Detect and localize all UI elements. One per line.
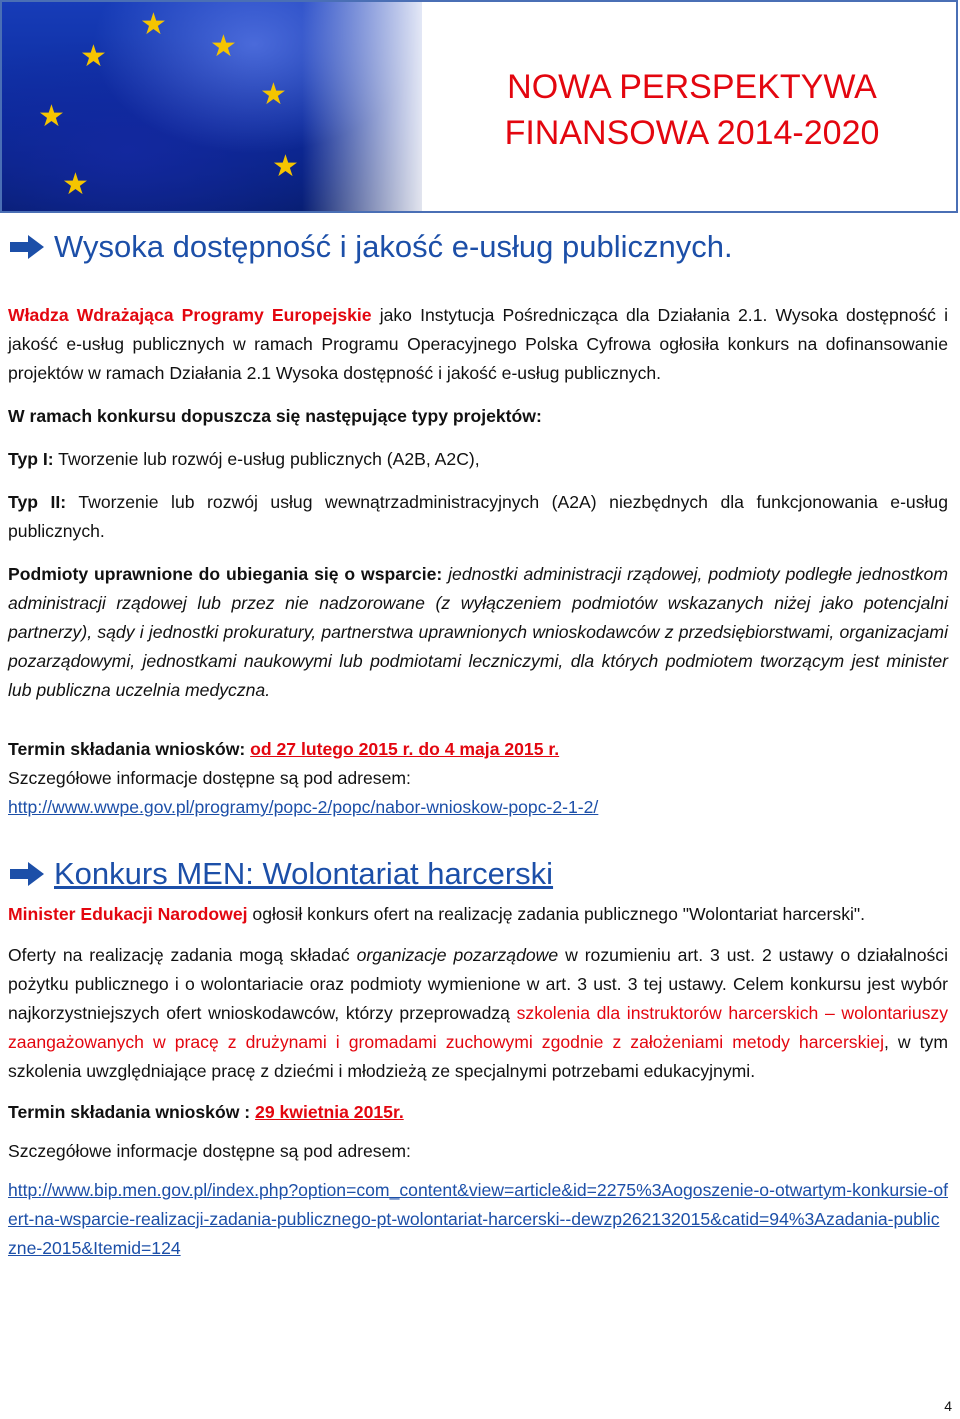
details-label-2: Szczegółowe informacje dostępne są pod adresem: [8, 1141, 411, 1161]
deadline-1: Termin składania wniosków: od 27 lutego 2015 r. do 4 maja 2015 r. [8, 739, 560, 759]
arrow-right-icon [8, 233, 46, 261]
page-content [8, 225, 948, 1263]
types-heading: W ramach konkursu dopuszcza się następujące typy projektów: [8, 406, 542, 426]
arrow-right-icon [8, 860, 46, 888]
offers-paragraph: Oferty na realizację zadania mogą składać organizacje pozarządowe w rozumieniu art. 3 ust. 2 ustawy o działalności pożytku publicznego i o wolontariacie oraz podmioty wymienione w art. 3 ust. 3 tej ustawy. Celem konkursu jest wybór najkorzystniejszych ofert wnioskodawców, którzy przeprowadzą szkolenia dla instruktorów harcerskich – wolontariuszy zaangażowanych w pracę z drużynami i gromadami zuchowymi zgodnie z założeniami metody harcerskiej, w tym szkolenia uwzględniające pracę z dziećmi i młodzieżą ze specjalnymi potrzebami edukacyjnymi. [8, 945, 949, 1081]
deadline-2: Termin składania wniosków : 29 kwietnia 2015r. [8, 1102, 404, 1122]
type-2: Typ II: Tworzenie lub rozwój usług wewnątrzadministracyjnych (A2A) niezbędnych dla funkcjonowania e-usług publicznych. [8, 492, 948, 541]
details-label-1: Szczegółowe informacje dostępne są pod adresem: [8, 768, 411, 788]
details-url-link[interactable]: http://www.wwpe.gov.pl/programy/popc-2/popc/nabor-wnioskow-popc-2-1-2/ [8, 797, 599, 817]
type-1: Typ I: Tworzenie lub rozwój e-usług publicznych (A2B, A2C), [8, 449, 480, 469]
page-number: 4 [944, 1398, 952, 1414]
org-name: Władza Wdrażająca Programy Europejskie [8, 305, 372, 325]
section-heading-eservices: Wysoka dostępność i jakość e-usług publicznych. [8, 225, 948, 269]
star-icon: ★ [80, 39, 107, 74]
details-link-1 [8, 793, 948, 822]
header-banner [0, 0, 958, 213]
star-icon: ★ [272, 149, 299, 184]
star-icon: ★ [38, 99, 65, 134]
star-icon: ★ [62, 167, 89, 202]
intro-paragraph: Władza Wdrażająca Programy Europejskie jako Instytucja Pośrednicząca dla Działania 2.1. Wysoka dostępność i jakość e-usług publicznych w ramach Programu Operacyjnego Polska Cyfrowa ogłosiła konkurs na dofinansowanie projektów w ramach Działania 2.1 Wysoka dostępność i jakość e-usług publicznych. [8, 305, 948, 383]
star-icon: ★ [260, 77, 287, 112]
banner-title: NOWA PERSPEKTYWA FINANSOWA 2014-2020 [504, 68, 880, 152]
org-name: Minister Edukacji Narodowej [8, 904, 248, 924]
star-icon: ★ [140, 7, 167, 42]
details-link-2 [8, 1176, 948, 1263]
eligible-paragraph: Podmioty uprawnione do ubiegania się o wsparcie: jednostki administracji rządowej, podmioty podległe jednostkom administracji rządowej lub przez nie nadzorowane (z wyłączeniem podmiotów wskazanych niżej jako potencjalni partnerzy), sądy i jednostki prokuratury, partnerstwa uprawnionych wnioskodawców z przedsiębiorstwami, organizacjami pozarządowymi, jednostkami naukowymi lub podmiotami leczniczymi, dla których podmiotem tworzącym jest minister lub publiczna uczelnia medyczna. [8, 564, 948, 700]
details-url-link[interactable]: http://www.bip.men.gov.pl/index.php?option=com_content&view=article&id=2275%3Aogoszenie-o-otwartym-konkursie-ofert-na-wsparcie-realizacji-zadania-publicznego-pt-wolontariat-harcerski--dewzp262132015&catid=94%3Azadania-publiczne-2015&Itemid=124 [8, 1180, 948, 1258]
section-heading-volunteering: Konkurs MEN: Wolontariat harcerski [8, 852, 948, 896]
star-icon: ★ [210, 29, 237, 64]
men-intro: Minister Edukacji Narodowej ogłosił konkurs ofert na realizację zadania publicznego "Wolontariat harcerski". [8, 904, 866, 924]
